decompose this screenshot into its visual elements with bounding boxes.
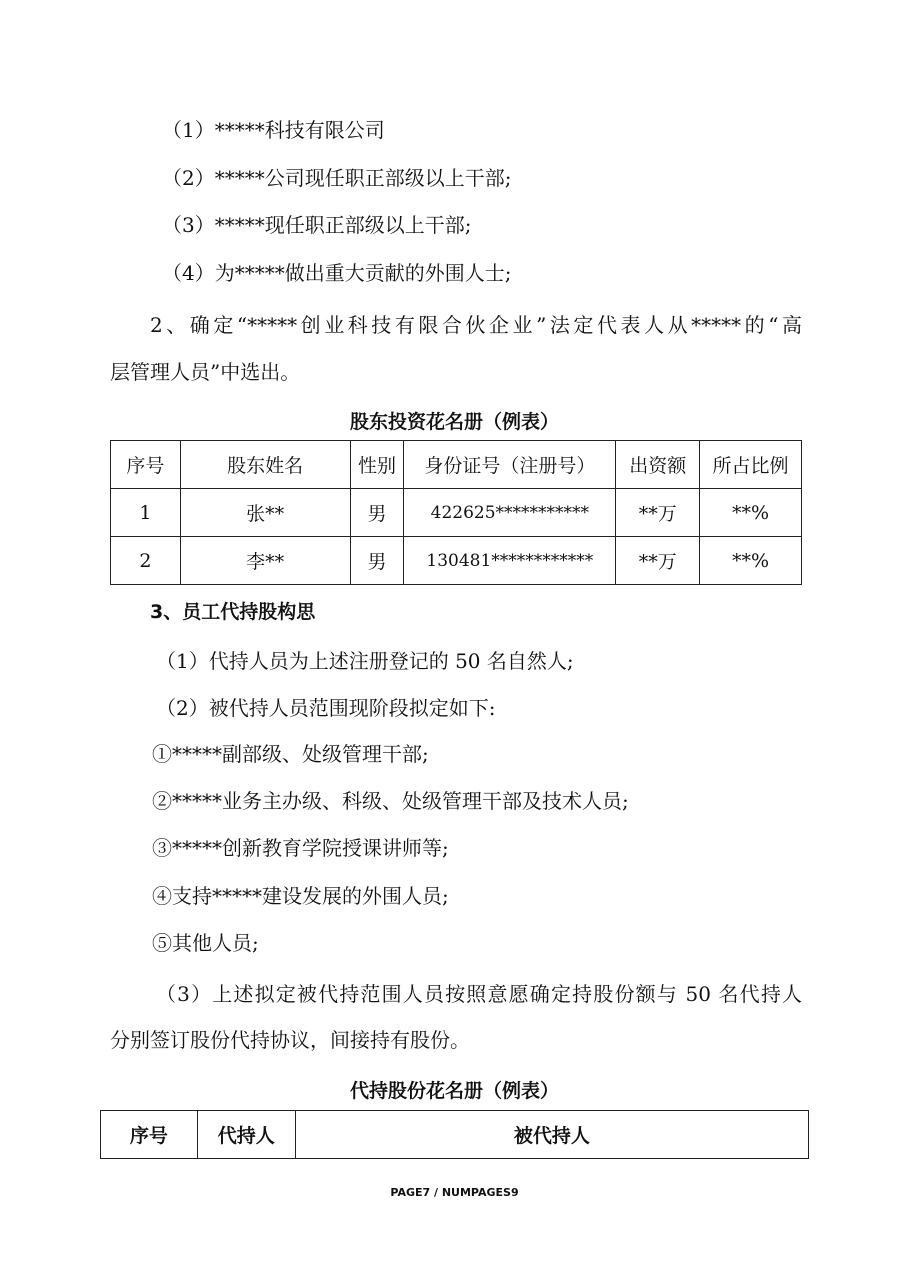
table-header-row: [111, 441, 802, 489]
list-item-1: （1）*****科技有限公司: [162, 118, 385, 142]
section-3-item-3-line-1: （3）上述拟定被代持范围人员按照意愿确定持股份额与 50 名代持人: [156, 982, 802, 1006]
circled-item-5: ⑤其他人员;: [152, 931, 259, 955]
table-cell: 422625***********: [404, 489, 616, 537]
table-row: [111, 537, 802, 585]
header-cell: 所占比例: [700, 441, 802, 489]
proxy-table: [100, 1110, 809, 1159]
list-item-4: （4）为*****做出重大贡献的外围人士;: [162, 261, 512, 285]
table-cell: **万: [616, 537, 700, 585]
header-cell: 序号: [101, 1111, 198, 1159]
header-cell: 股东姓名: [180, 441, 350, 489]
section-3-item-3-line-2: 分别签订股份代持协议，间接持有股份。: [110, 1028, 470, 1052]
circled-item-3: ③*****创新教育学院授课讲师等;: [152, 836, 449, 860]
table-cell: 2: [111, 537, 181, 585]
table-cell: **%: [700, 489, 802, 537]
table-cell: **%: [700, 537, 802, 585]
table-cell: 男: [350, 537, 404, 585]
table-cell: 李**: [180, 537, 350, 585]
table1-title: 股东投资花名册（例表）: [349, 411, 559, 433]
header-cell: 被代持人: [295, 1111, 808, 1159]
shareholder-table: [110, 440, 802, 585]
table-header-row: [101, 1111, 809, 1159]
circled-item-1: ①*****副部级、处级管理干部;: [152, 742, 429, 766]
table-cell: 130481************: [404, 537, 616, 585]
list-item-2: （2）*****公司现任职正部级以上干部;: [162, 166, 512, 190]
page-footer: PAGE7 / NUMPAGES9: [390, 1186, 519, 1199]
table-cell: 1: [111, 489, 181, 537]
header-cell: 出资额: [616, 441, 700, 489]
header-cell: 代持人: [197, 1111, 295, 1159]
header-cell: 性别: [350, 441, 404, 489]
table-row: [111, 489, 802, 537]
header-cell: 身份证号（注册号）: [404, 441, 616, 489]
table2-title: 代持股份花名册（例表）: [349, 1080, 559, 1102]
section-3-item-1: （1）代持人员为上述注册登记的 50 名自然人;: [156, 649, 574, 673]
paragraph-2-line-1: 2、确定“*****创业科技有限合伙企业”法定代表人从*****的“高: [150, 313, 802, 337]
circled-item-2: ②*****业务主办级、科级、处级管理干部及技术人员;: [152, 789, 629, 813]
section-3-item-2: （2）被代持人员范围现阶段拟定如下:: [156, 696, 496, 720]
header-cell: 序号: [111, 441, 181, 489]
list-item-3: （3）*****现任职正部级以上干部;: [162, 213, 472, 237]
circled-item-4: ④支持*****建设发展的外围人员;: [152, 884, 449, 908]
table-cell: 张**: [180, 489, 350, 537]
paragraph-2-line-2: 层管理人员”中选出。: [110, 360, 301, 384]
table-cell: 男: [350, 489, 404, 537]
section-3-heading: 3、员工代持股构思: [150, 601, 316, 623]
table-cell: **万: [616, 489, 700, 537]
